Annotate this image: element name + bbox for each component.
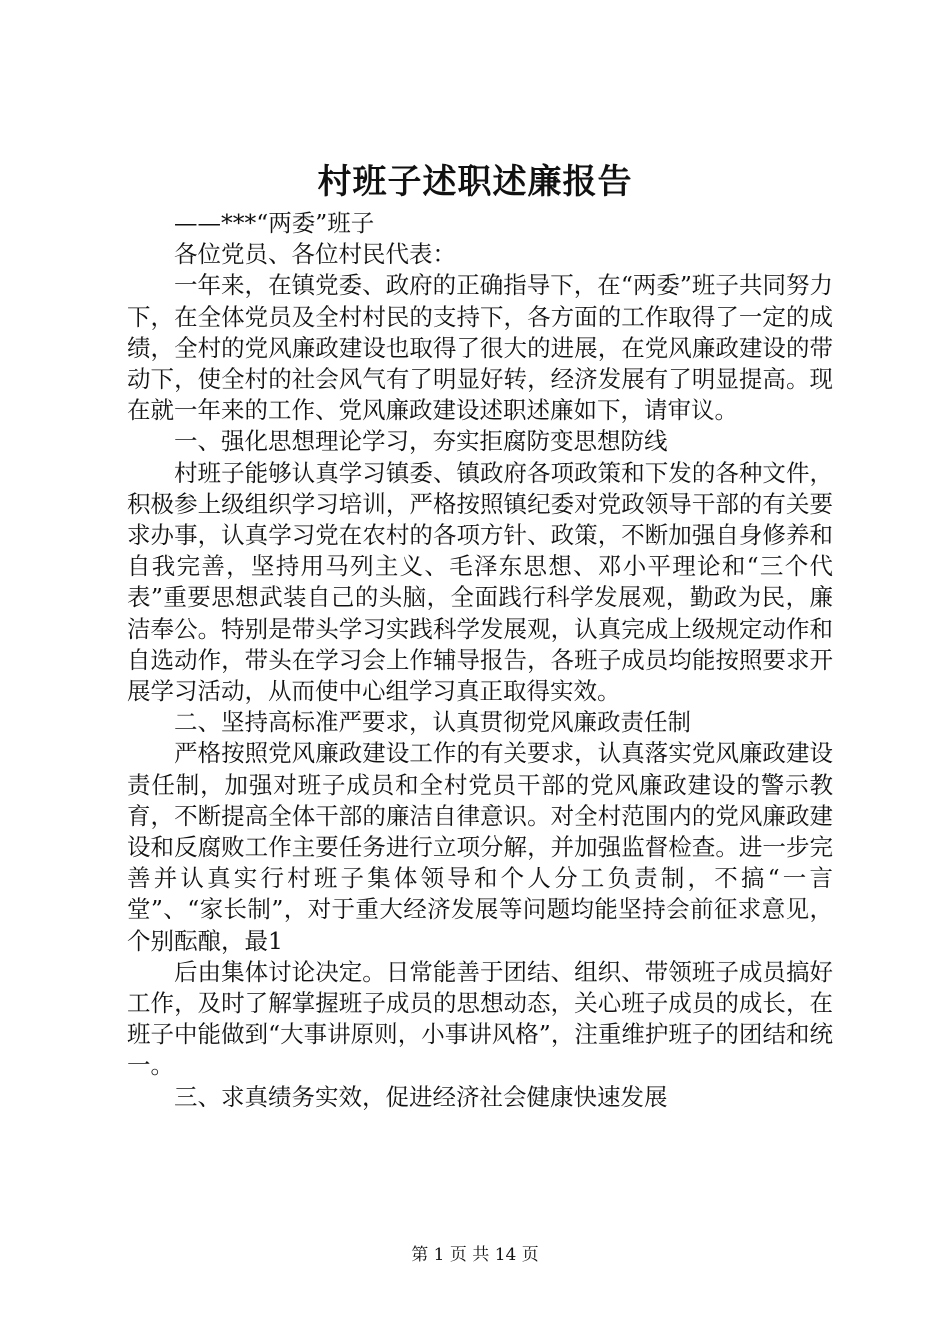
section-heading-1: 一、强化思想理论学习，夯实拒腐防变思想防线 bbox=[174, 427, 668, 456]
section-heading-3: 三、求真绩务实效，促进经济社会健康快速发展 bbox=[174, 1082, 668, 1111]
paragraph-section-2-continued: 后由集体讨论决定。日常能善于团结、组织、带领班子成员搞好工作，及时了解掌握班子成员的思想动态，关心班子成员的成长，在班子中能做到“大事讲原则，小事讲风格”，注重维护班子的团结和统一。 bbox=[127, 957, 833, 1080]
page-footer: 第 1 页 共 14 页 bbox=[411, 1245, 539, 1265]
subtitle-line: ——***“两委”班子 bbox=[174, 209, 375, 237]
document-body bbox=[127, 208, 833, 1113]
paragraph-section-2: 严格按照党风廉政建设工作的有关要求，认真落实党风廉政建设责任制，加强对班子成员和全村党员干部的党风廉政建设的警示教育，不断提高全体干部的廉洁自律意识。对全村范围内的党风廉政建设和反腐败工作主要任务进行立项分解，并加强监督检查。进一步完善并认真实行村班子集体领导和个人分工负责制，不搞“一言堂”、“家长制”，对于重大经济发展等问题均能坚持会前征求意见，个别酝酿，最1 bbox=[127, 739, 833, 955]
paragraph-intro: 一年来，在镇党委、政府的正确指导下，在“两委”班子共同努力下，在全体党员及全村村民的支持下，各方面的工作取得了一定的成绩，全村的党风廉政建设也取得了很大的进展，在党风廉政建设的带动下，使全村的社会风气有了明显好转，经济发展有了明显提高。现在就一年来的工作、党风廉政建设述职述廉如下，请审议。 bbox=[127, 271, 833, 425]
document-title: 村班子述职述廉报告 bbox=[317, 162, 633, 202]
salutation: 各位党员、各位村民代表： bbox=[174, 240, 456, 269]
paragraph-section-1: 村班子能够认真学习镇委、镇政府各项政策和下发的各种文件，积极参上级组织学习培训，严格按照镇纪委对党政领导干部的有关要求办事，认真学习党在农村的各项方针、政策，不断加强自身修养和自我完善，坚持用马列主义、毛泽东思想、邓小平理论和“三个代表”重要思想武装自己的头脑，全面践行科学发展观，勤政为民，廉洁奉公。特别是带头学习实践科学发展观，认真完成上级规定动作和自选动作，带头在学习会上作辅导报告，各班子成员均能按照要求开展学习活动，从而使中心组学习真正取得实效。 bbox=[127, 458, 833, 706]
section-heading-2: 二、坚持高标准严要求，认真贯彻党风廉政责任制 bbox=[174, 708, 691, 737]
